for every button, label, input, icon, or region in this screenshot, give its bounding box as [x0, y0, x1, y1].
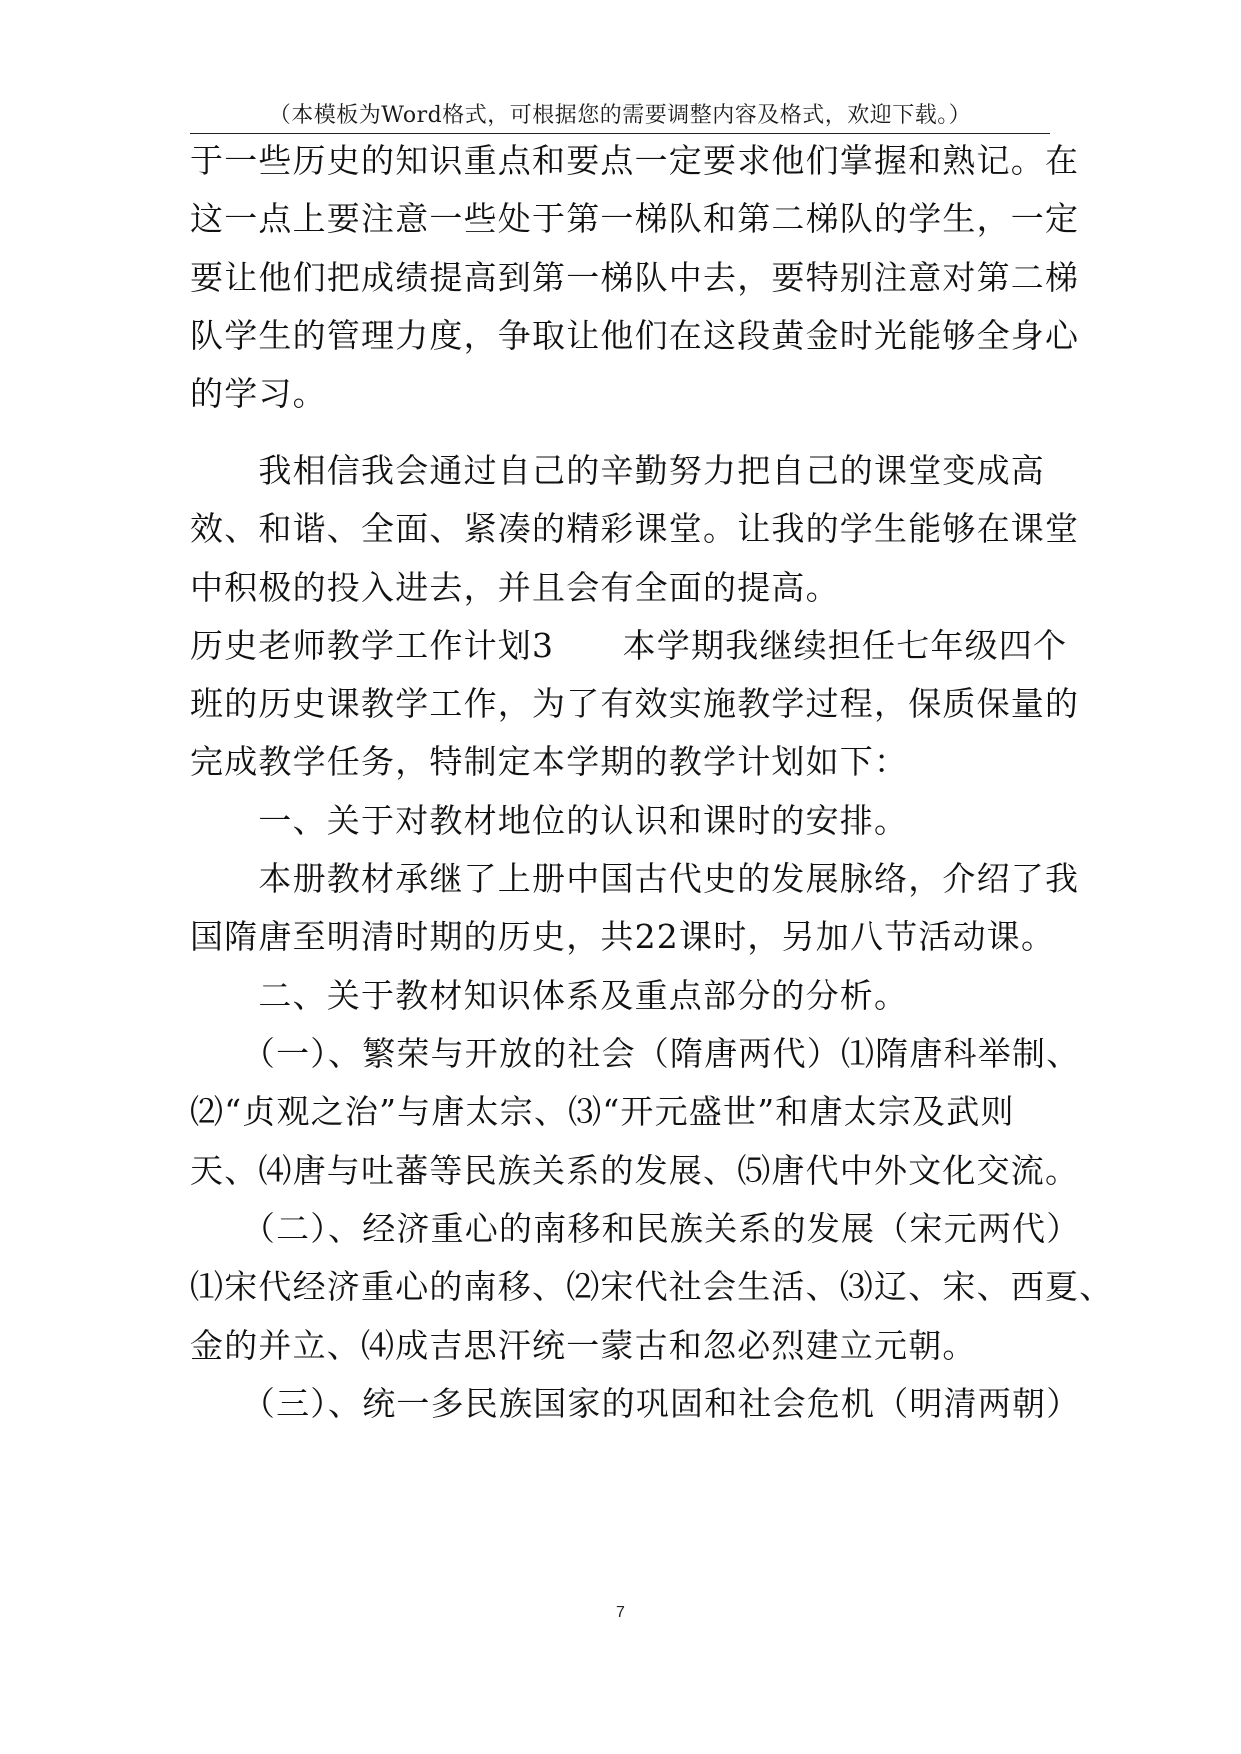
text-line: 班的历史课教学工作，为了有效实施教学过程，保质保量的 — [190, 684, 1080, 723]
text-line: 要让他们把成绩提高到第一梯队中去，要特别注意对第二梯 — [190, 258, 1080, 297]
text-line: 中积极的投入进去，并且会有全面的提高。 — [190, 568, 840, 607]
text-line: 于一些历史的知识重点和要点一定要求他们掌握和熟记。在 — [190, 141, 1080, 180]
header-note: （本模板为Word格式，可根据您的需要调整内容及格式，欢迎下载。） — [268, 103, 972, 128]
text-line: 天、⑷唐与吐蕃等民族关系的发展、⑸唐代中外文化交流。 — [190, 1151, 1080, 1190]
text-line: 队学生的管理力度，争取让他们在这段黄金时光能够全身心 — [190, 316, 1080, 355]
text-line: （二）、经济重心的南移和民族关系的发展（宋元两代） — [190, 1209, 1081, 1248]
text-line: 本册教材承继了上册中国古代史的发展脉络，介绍了我 — [190, 859, 1080, 898]
text-line: ⑵“贞观之治”与唐太宗、⑶“开元盛世”和唐太宗及武则 — [190, 1092, 1015, 1131]
text-line: 一、关于对教材地位的认识和课时的安排。 — [190, 801, 909, 840]
text-line: 这一点上要注意一些处于第一梯队和第二梯队的学生，一定 — [190, 199, 1080, 238]
text-line: 二、关于教材知识体系及重点部分的分析。 — [190, 976, 909, 1015]
text-line: 完成教学任务，特制定本学期的教学计划如下： — [190, 742, 909, 781]
text-line: 的学习。 — [190, 374, 327, 413]
page-number: 7 — [616, 1604, 625, 1621]
header-divider — [190, 133, 1050, 134]
text-line: （三）、统一多民族国家的巩固和社会危机（明清两朝） — [190, 1384, 1081, 1423]
text-line: （一）、繁荣与开放的社会（隋唐两代）⑴隋唐科举制、 — [190, 1034, 1081, 1073]
text-line: 我相信我会通过自己的辛勤努力把自己的课堂变成高 — [190, 451, 1045, 490]
text-line: 金的并立、⑷成吉思汗统一蒙古和忽必烈建立元朝。 — [190, 1326, 977, 1365]
text-line: ⑴宋代经济重心的南移、⑵宋代社会生活、⑶辽、宋、西夏、 — [190, 1267, 1114, 1306]
text-line: 历史老师教学工作计划3 本学期我继续担任七年级四个 — [190, 626, 1068, 665]
text-line: 国隋唐至明清时期的历史，共22课时，另加八节活动课。 — [190, 917, 1056, 956]
text-line: 效、和谐、全面、紧凑的精彩课堂。让我的学生能够在课堂 — [190, 509, 1080, 548]
